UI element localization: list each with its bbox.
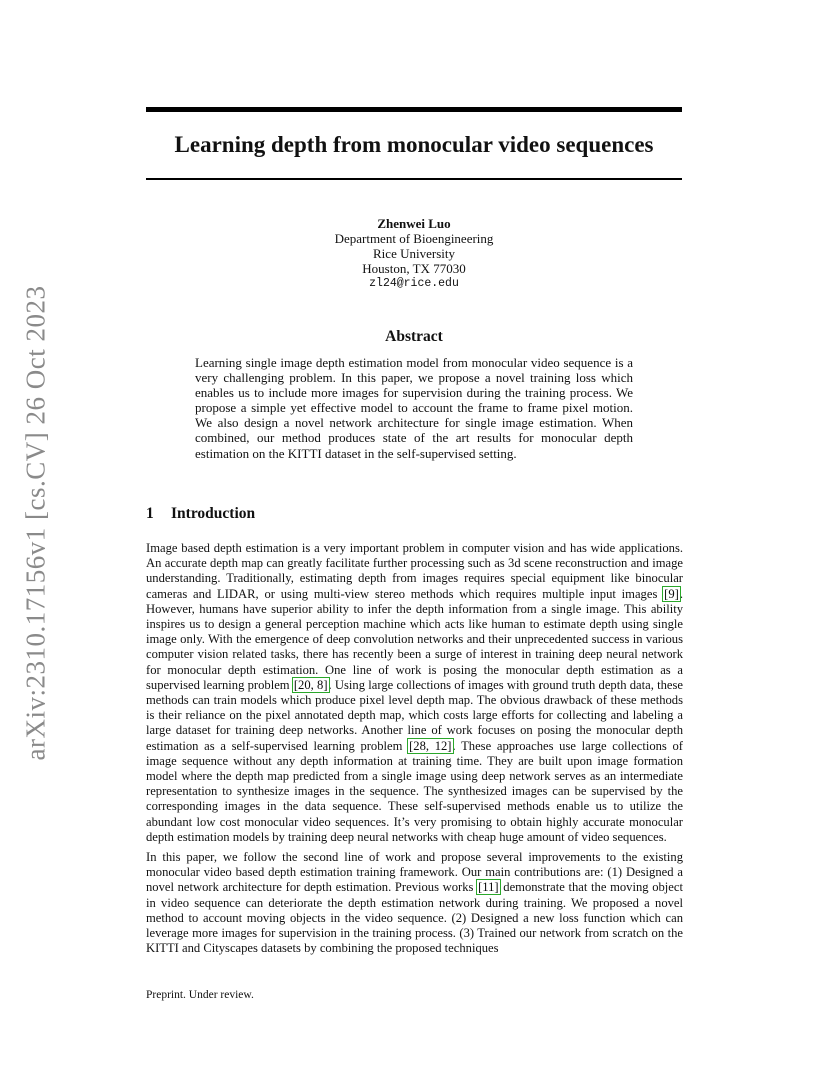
- introduction-body: [146, 541, 683, 961]
- text-run: . Using large collections of images with ground truth depth data, these methods can train models which produce pixel level depth map. The obvious drawback of these methods is their reliance on the pixel annotated depth map, which costs large efforts for collecting and labeling a large dataset for training deep networks. Another line of work focuses on posing the monocular depth estimation as a self-supervised learning problem: [146, 677, 683, 753]
- text-run: . However, humans have superior ability to infer the depth information from a single image. This ability inspires us to design a general perception machine which acts like human to estimate depth using single image only. With the emergence of deep convolution networks and their unprecedented success in various computer vision related tasks, there has recently been a surge of interest in training deep neural network for monocular depth estimation. One line of work is posing the monocular depth estimation as a supervised learning problem: [146, 586, 683, 692]
- text-run: In this paper, we follow the second line of work and propose several improvements to the existing monocular video based depth estimation training framework. Our main contributions are: (1) Designed a novel network architecture for depth estimation. Previous works: [146, 850, 683, 895]
- text-run: . These approaches use large collections of image sequence without any depth information at training time. They are built upon image formation model where the depth map predicted from a single image using deep network serves as an intermediate representation to synthesize images in the sequence. The synthesized images can be supervised by the corresponding images in the data sequence. These self-supervised methods enable us to utilize the abundant low cost monocular video sequences. It’s very promising to obtain highly accurate monocular depth estimation models by training deep neural networks with cheap huge amount of video sequences.: [146, 738, 683, 844]
- abstract-body: Learning single image depth estimation model from monocular video sequence is a very challenging problem. In this paper, we propose a novel training loss which enables us to include more images for supervision during the training process. We propose a simple yet effective model to account the frame to frame pixel motion. We also design a novel network architecture for single image estimation. When combined, our method produces state of the art results for monocular depth estimation on the KITTI dataset in the self-supervised setting.: [195, 355, 633, 461]
- arxiv-stamp: arXiv:2310.17156v1 [cs.CV] 26 Oct 2023: [20, 285, 51, 761]
- author-name: Zhenwei Luo: [377, 216, 451, 231]
- citation-link[interactable]: [20, 8]: [293, 677, 328, 692]
- title-top-rule: [146, 107, 682, 112]
- author-block: [146, 216, 682, 291]
- citation-link[interactable]: [11]: [478, 880, 499, 895]
- author-department: Department of Bioengineering: [334, 231, 494, 246]
- title-bottom-rule: [146, 178, 682, 180]
- author-location: Houston, TX 77030: [362, 261, 466, 276]
- preprint-footer: Preprint. Under review.: [146, 989, 254, 1001]
- intro-paragraph-1: [146, 541, 683, 845]
- author-institution: Rice University: [373, 246, 455, 261]
- section-title: Introduction: [171, 505, 256, 522]
- citation-link[interactable]: [9]: [664, 586, 679, 601]
- text-run: Image based depth estimation is a very important problem in computer vision and has wide applications. An accurate depth map can greatly facilitate further processing such as 3d scene reconstruction and image understanding. Traditionally, estimating depth from images requires special equipment like binocular cameras and LIDAR, or using multi-view stereo methods which requires multiple input images: [146, 541, 683, 601]
- citation-link[interactable]: [28, 12]: [409, 738, 452, 753]
- section-number: 1: [146, 505, 154, 522]
- paper-title: Learning depth from monocular video sequences: [174, 132, 654, 157]
- author-email[interactable]: zl24@rice.edu: [369, 277, 459, 290]
- abstract-heading: Abstract: [385, 328, 443, 345]
- text-run: demonstrate that the moving object in video sequence can deteriorate the depth estimation network during training. We proposed a novel method to account moving objects in the video sequence. (2) Designed a new loss function which can leverage more images for supervision in the training process. (3) Trained our network from scratch on the KITTI and Cityscapes datasets by combining the proposed techniques: [146, 880, 683, 956]
- intro-paragraph-2: [146, 850, 683, 956]
- section-heading: [146, 505, 255, 523]
